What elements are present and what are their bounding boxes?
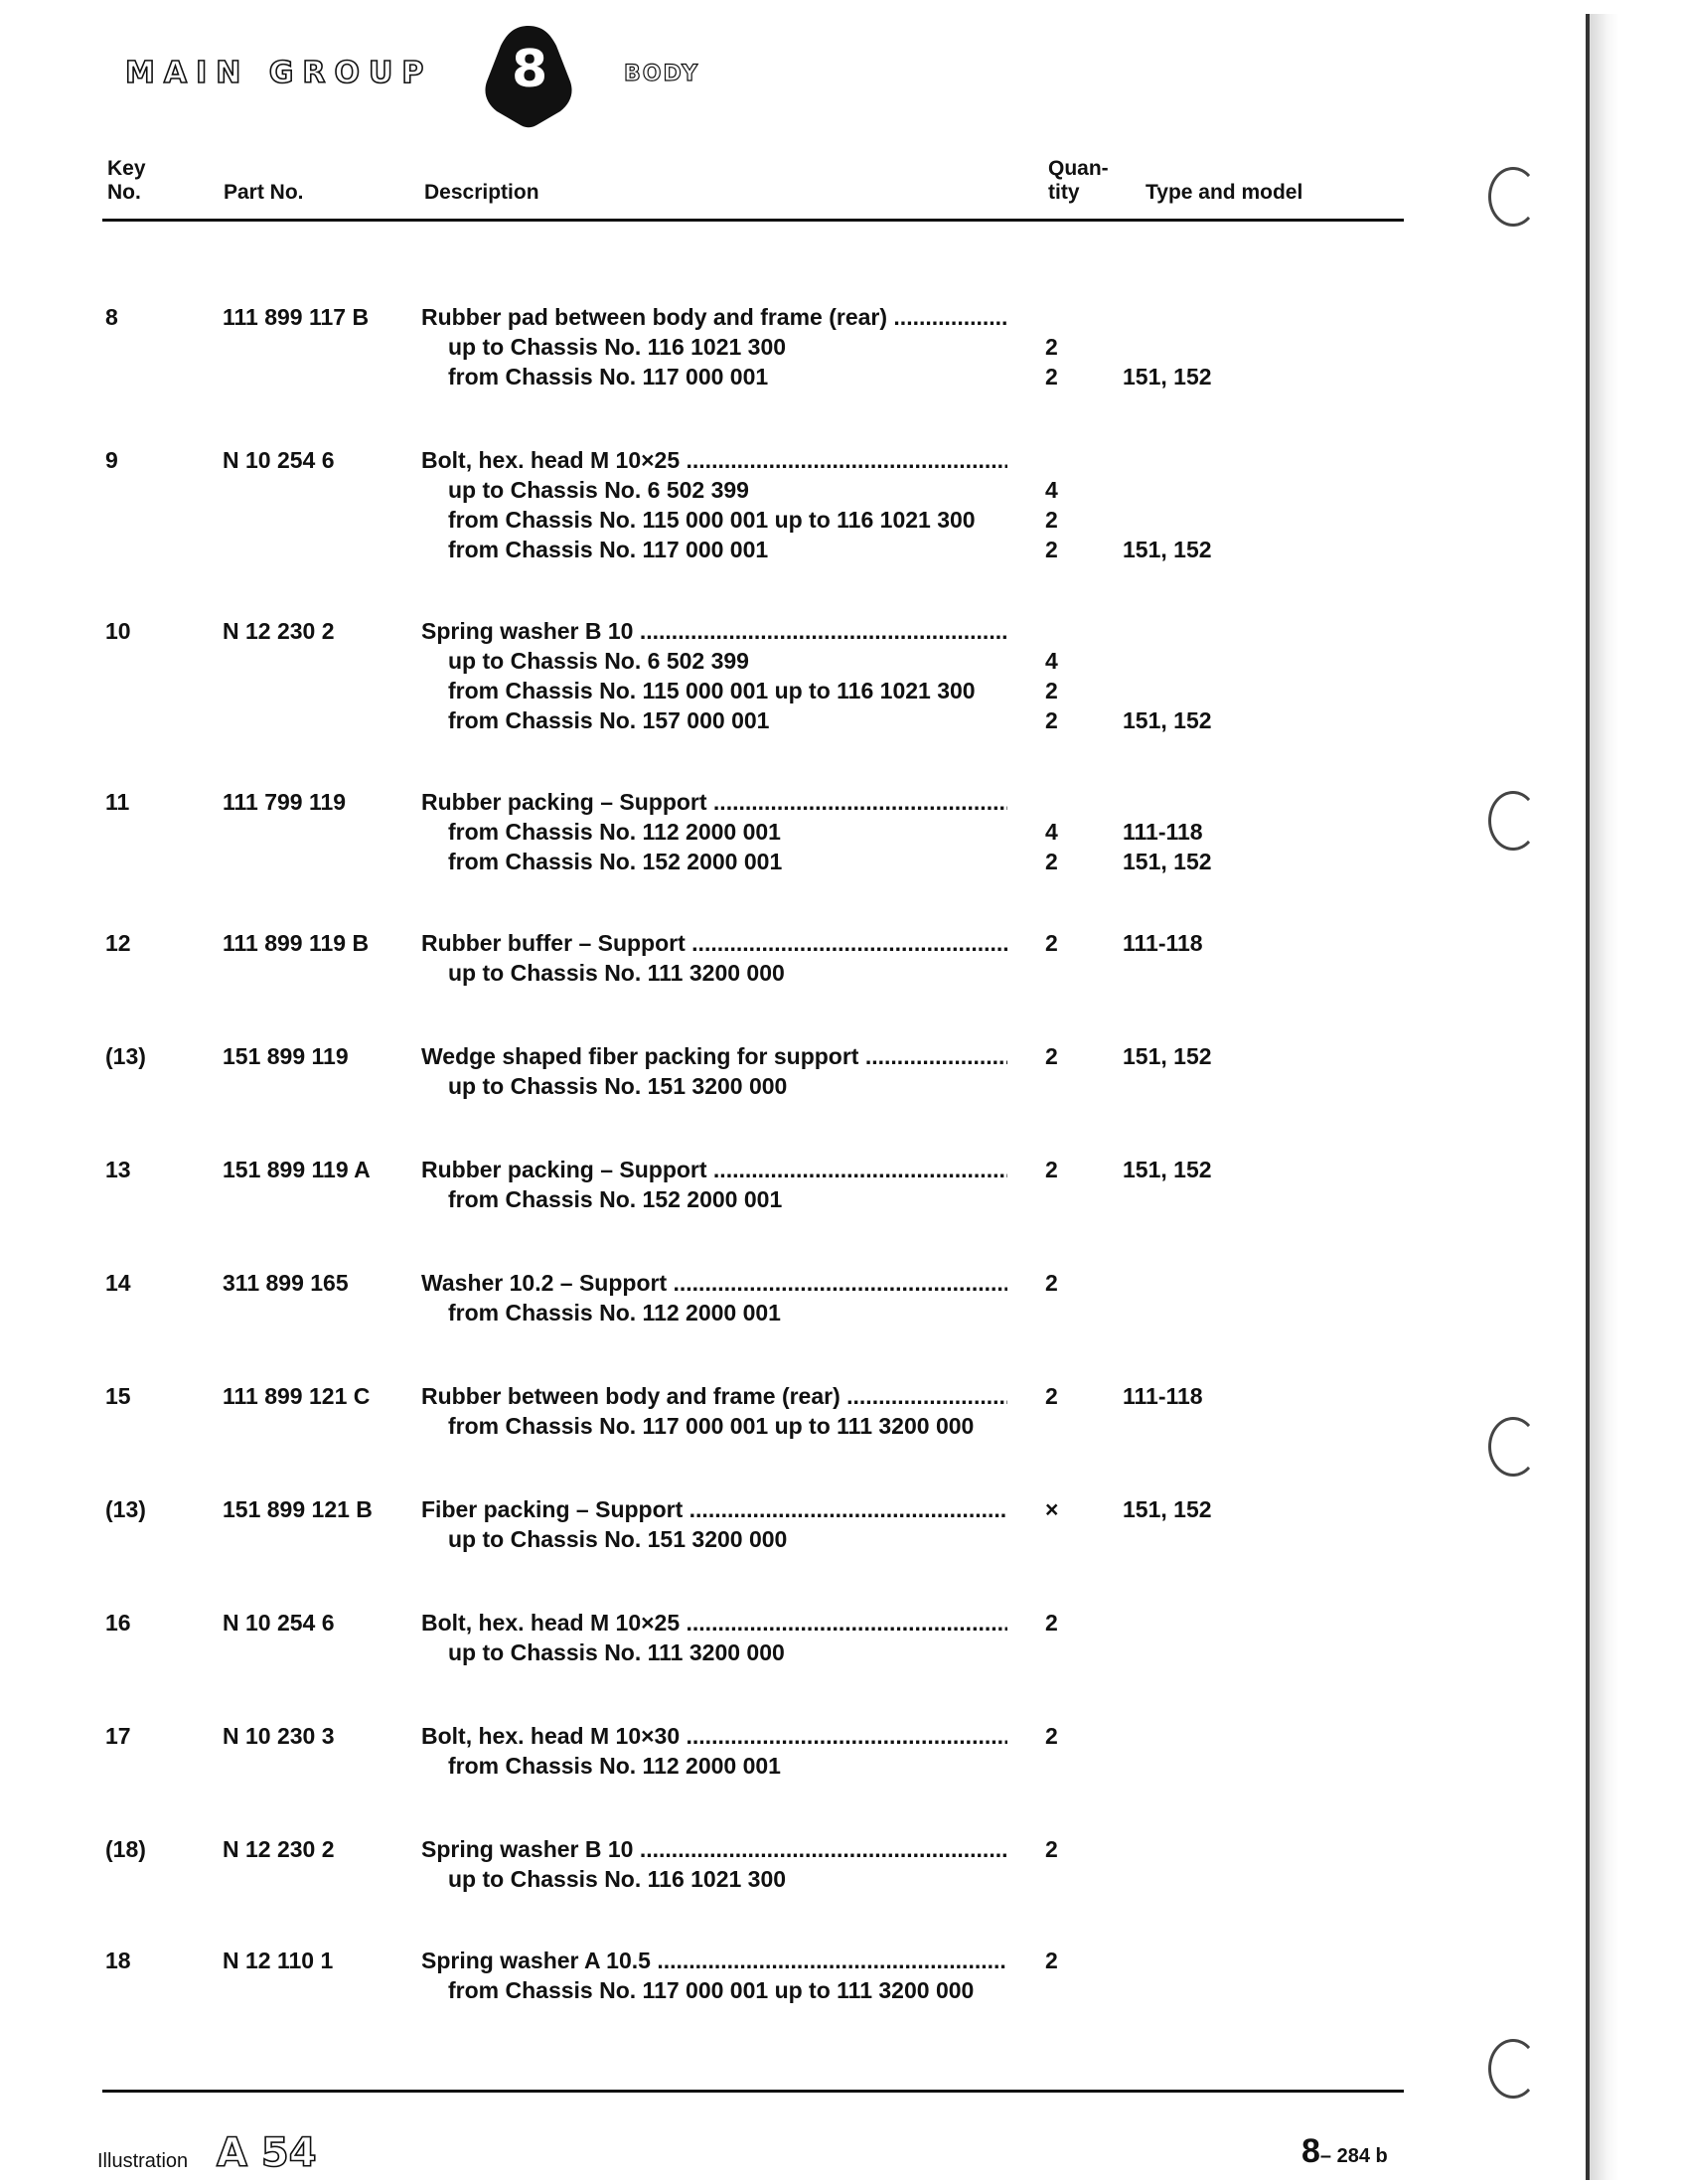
header-rule — [102, 219, 1404, 222]
description-main: Spring washer B 10 ..... — [421, 1834, 1007, 1864]
quantity — [1045, 1381, 1085, 1441]
key-number: 12 — [105, 930, 131, 956]
description — [421, 1721, 1007, 1781]
footer-rule — [102, 2090, 1404, 2093]
quantity-value — [1045, 958, 1085, 988]
type-value: 111-118 — [1123, 1383, 1203, 1409]
quantity — [1045, 787, 1085, 876]
type-model — [1123, 1834, 1282, 1894]
quantity — [1045, 1268, 1085, 1327]
part-number: N 10 230 3 — [223, 1723, 335, 1749]
part-number: 311 899 165 — [223, 1270, 349, 1296]
binding-shadow — [1590, 14, 1619, 2180]
part-number: N 10 254 6 — [223, 1610, 335, 1636]
description-main: Rubber packing – Support ..... — [421, 787, 1007, 817]
quantity-value: × — [1045, 1496, 1059, 1522]
description-main: Rubber pad between body and frame (rear) ..... — [421, 302, 1007, 332]
quantity-value — [1045, 616, 1085, 646]
punch-hole — [1488, 2039, 1538, 2099]
chassis-range: from Chassis No. 152 2000 001 — [448, 1186, 783, 1212]
section-title: BODY — [624, 62, 700, 86]
type-model — [1123, 1381, 1282, 1441]
quantity-value: 2 — [1045, 678, 1058, 703]
type-value: 151, 152 — [1123, 1157, 1212, 1182]
col-header-part: Part No. — [224, 181, 304, 204]
type-value — [1123, 332, 1282, 362]
quantity-value: 2 — [1045, 849, 1058, 874]
description — [421, 1155, 1007, 1214]
type-value — [1123, 1975, 1282, 2005]
type-model — [1123, 928, 1282, 988]
quantity — [1045, 1608, 1085, 1667]
quantity-value — [1045, 1524, 1085, 1554]
quantity-value — [1045, 1071, 1085, 1101]
type-value — [1123, 505, 1282, 535]
part-number: N 10 254 6 — [223, 447, 335, 473]
quantity-value: 2 — [1045, 364, 1058, 390]
quantity-value — [1045, 1638, 1085, 1667]
quantity-value: 2 — [1045, 1836, 1058, 1862]
type-value — [1123, 676, 1282, 705]
description — [421, 1834, 1007, 1894]
type-value: 111-118 — [1123, 819, 1203, 845]
col-header-key: Key No. — [107, 157, 146, 204]
type-value — [1123, 445, 1282, 475]
description-main: Bolt, hex. head M 10×30 ..... — [421, 1721, 1007, 1751]
col-header-quantity: Quan- tity — [1048, 157, 1109, 204]
page-number: 8– 284 b — [1301, 2132, 1388, 2170]
chassis-range: up to Chassis No. 116 1021 300 — [448, 1866, 787, 1892]
type-value: 111-118 — [1123, 930, 1203, 956]
type-value — [1123, 1524, 1282, 1554]
type-value — [1123, 1721, 1282, 1751]
description — [421, 928, 1007, 988]
chassis-range: up to Chassis No. 151 3200 000 — [448, 1073, 788, 1099]
quantity-value — [1045, 787, 1085, 817]
description — [421, 1608, 1007, 1667]
quantity-value — [1045, 1298, 1085, 1327]
description-main: Rubber between body and frame (rear) ..... — [421, 1381, 1007, 1411]
quantity — [1045, 1155, 1085, 1214]
key-number: 17 — [105, 1723, 131, 1749]
type-value — [1123, 616, 1282, 646]
key-number: (13) — [105, 1043, 146, 1069]
chassis-range: up to Chassis No. 6 502 399 — [448, 477, 749, 503]
quantity-value: 2 — [1045, 707, 1058, 733]
type-value — [1123, 1864, 1282, 1894]
quantity-value: 2 — [1045, 537, 1058, 562]
key-number: 18 — [105, 1948, 131, 1973]
description — [421, 1268, 1007, 1327]
quantity — [1045, 445, 1085, 564]
description-main: Bolt, hex. head M 10×25 ..... — [421, 1608, 1007, 1638]
main-group-label: MAIN GROUP — [125, 56, 433, 90]
type-value — [1123, 1184, 1282, 1214]
description-main: Fiber packing – Support ..... — [421, 1494, 1007, 1524]
chassis-range: up to Chassis No. 111 3200 000 — [448, 960, 785, 986]
quantity-value: 2 — [1045, 334, 1058, 360]
chassis-range: up to Chassis No. 151 3200 000 — [448, 1526, 788, 1552]
description — [421, 445, 1007, 564]
part-number: N 12 110 1 — [223, 1948, 334, 1973]
type-value: 151, 152 — [1123, 364, 1212, 390]
type-model — [1123, 787, 1282, 876]
description — [421, 787, 1007, 876]
type-value — [1123, 475, 1282, 505]
quantity — [1045, 616, 1085, 735]
chassis-range: from Chassis No. 117 000 001 — [448, 364, 769, 390]
key-number: 8 — [105, 304, 118, 330]
illustration-id: A 54 — [217, 2130, 317, 2176]
description-main: Spring washer A 10.5 ..... — [421, 1946, 1007, 1975]
quantity — [1045, 928, 1085, 988]
quantity-value: 2 — [1045, 1610, 1058, 1636]
type-value — [1123, 302, 1282, 332]
illustration-label: Illustration — [97, 2150, 189, 2172]
quantity — [1045, 1834, 1085, 1894]
type-value — [1123, 1751, 1282, 1781]
part-number: N 12 230 2 — [223, 618, 335, 644]
key-number: 11 — [105, 789, 130, 815]
type-value: 151, 152 — [1123, 1496, 1212, 1522]
type-model — [1123, 1041, 1282, 1101]
chassis-range: from Chassis No. 117 000 001 up to 111 3200 000 — [448, 1413, 975, 1439]
quantity-value: 2 — [1045, 1270, 1058, 1296]
type-value — [1123, 958, 1282, 988]
quantity-value: 2 — [1045, 1157, 1058, 1182]
type-model — [1123, 445, 1282, 564]
description-main: Spring washer B 10 ..... — [421, 616, 1007, 646]
quantity — [1045, 1494, 1085, 1554]
quantity-value: 2 — [1045, 1723, 1058, 1749]
quantity — [1045, 302, 1085, 391]
quantity — [1045, 1041, 1085, 1101]
chassis-range: up to Chassis No. 111 3200 000 — [448, 1639, 785, 1665]
punch-hole — [1488, 1417, 1538, 1477]
description — [421, 1041, 1007, 1101]
part-number: 111 899 117 B — [223, 304, 370, 330]
col-header-type: Type and model — [1146, 181, 1303, 204]
type-value: 151, 152 — [1123, 849, 1212, 874]
description — [421, 302, 1007, 391]
quantity-value — [1045, 302, 1085, 332]
part-number: 111 899 121 C — [223, 1383, 371, 1409]
description — [421, 1494, 1007, 1554]
type-value — [1123, 1946, 1282, 1975]
quantity-value: 4 — [1045, 819, 1058, 845]
key-number: (13) — [105, 1496, 146, 1522]
description — [421, 1946, 1007, 2005]
group-number: 8 — [512, 40, 548, 99]
quantity-value: 2 — [1045, 1383, 1058, 1409]
chassis-range: up to Chassis No. 116 1021 300 — [448, 334, 787, 360]
type-value — [1123, 1071, 1282, 1101]
key-number: 14 — [105, 1270, 131, 1296]
col-header-description: Description — [424, 181, 539, 204]
quantity-value — [1045, 445, 1085, 475]
type-model — [1123, 302, 1282, 391]
type-model — [1123, 1721, 1282, 1781]
type-value — [1123, 1298, 1282, 1327]
quantity-value — [1045, 1751, 1085, 1781]
quantity-value — [1045, 1184, 1085, 1214]
type-model — [1123, 1608, 1282, 1667]
type-value: 151, 152 — [1123, 537, 1212, 562]
quantity-value — [1045, 1975, 1085, 2005]
binding-edge — [1586, 14, 1590, 2180]
type-model — [1123, 1494, 1282, 1554]
quantity — [1045, 1721, 1085, 1781]
part-number: 151 899 121 B — [223, 1496, 373, 1522]
part-number: N 12 230 2 — [223, 1836, 335, 1862]
chassis-range: from Chassis No. 152 2000 001 — [448, 849, 783, 874]
quantity-value: 2 — [1045, 1043, 1058, 1069]
quantity-value: 2 — [1045, 930, 1058, 956]
quantity — [1045, 1946, 1085, 2005]
description — [421, 616, 1007, 735]
chassis-range: from Chassis No. 115 000 001 up to 116 1021 300 — [448, 678, 976, 703]
chassis-range: from Chassis No. 112 2000 001 — [448, 1753, 781, 1779]
description-main: Rubber packing – Support ..... — [421, 1155, 1007, 1184]
description-main: Wedge shaped fiber packing for support ..... — [421, 1041, 1007, 1071]
key-number: 15 — [105, 1383, 131, 1409]
key-number: (18) — [105, 1836, 146, 1862]
chassis-range: up to Chassis No. 6 502 399 — [448, 648, 749, 674]
key-number: 13 — [105, 1157, 131, 1182]
description — [421, 1381, 1007, 1441]
description-main: Washer 10.2 – Support ..... — [421, 1268, 1007, 1298]
type-model — [1123, 1268, 1282, 1327]
type-value — [1123, 646, 1282, 676]
type-value — [1123, 1608, 1282, 1638]
key-number: 16 — [105, 1610, 131, 1636]
type-value — [1123, 1834, 1282, 1864]
quantity-value: 2 — [1045, 507, 1058, 533]
key-number: 10 — [105, 618, 131, 644]
type-value — [1123, 1411, 1282, 1441]
part-number: 111 799 119 — [223, 789, 347, 815]
type-model — [1123, 1155, 1282, 1214]
part-number: 111 899 119 B — [223, 930, 370, 956]
chassis-range: from Chassis No. 117 000 001 — [448, 537, 769, 562]
quantity-value — [1045, 1864, 1085, 1894]
chassis-range: from Chassis No. 112 2000 001 — [448, 1300, 781, 1326]
key-number: 9 — [105, 447, 118, 473]
chassis-range: from Chassis No. 157 000 001 — [448, 707, 770, 733]
chassis-range: from Chassis No. 115 000 001 up to 116 1021 300 — [448, 507, 976, 533]
chassis-range: from Chassis No. 112 2000 001 — [448, 819, 781, 845]
chassis-range: from Chassis No. 117 000 001 up to 111 3200 000 — [448, 1977, 975, 2003]
quantity-value: 4 — [1045, 477, 1058, 503]
type-value — [1123, 1638, 1282, 1667]
type-value — [1123, 787, 1282, 817]
type-value — [1123, 1268, 1282, 1298]
punch-hole — [1488, 791, 1538, 851]
part-number: 151 899 119 A — [223, 1157, 371, 1182]
quantity-value: 4 — [1045, 648, 1058, 674]
punch-hole — [1488, 167, 1538, 227]
description-main: Rubber buffer – Support ..... — [421, 928, 1007, 958]
quantity-value — [1045, 1411, 1085, 1441]
part-number: 151 899 119 — [223, 1043, 349, 1069]
type-value: 151, 152 — [1123, 707, 1212, 733]
description-main: Bolt, hex. head M 10×25 ..... — [421, 445, 1007, 475]
type-model — [1123, 1946, 1282, 2005]
quantity-value: 2 — [1045, 1948, 1058, 1973]
type-model — [1123, 616, 1282, 735]
type-value: 151, 152 — [1123, 1043, 1212, 1069]
